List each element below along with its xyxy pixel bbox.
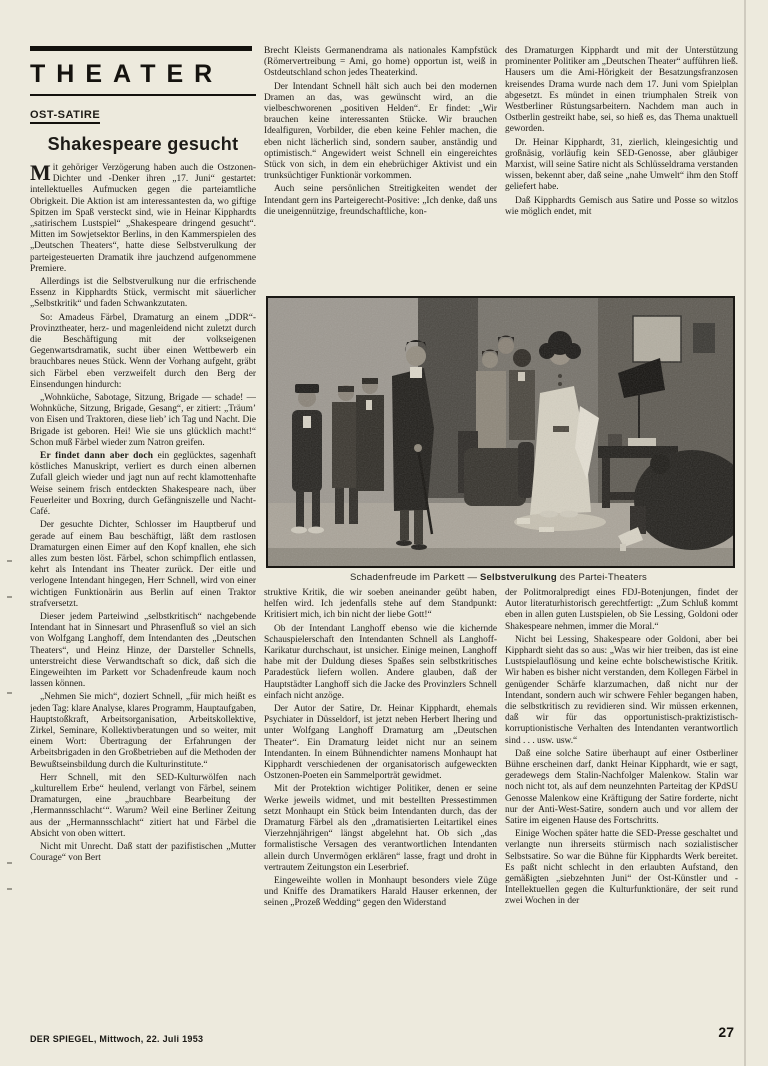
caption-bold-word: Selbstverulkung (480, 572, 557, 583)
drop-cap: M (30, 163, 51, 185)
body-paragraph: Nicht bei Lessing, Shakespeare oder Goldoni, aber bei Kipphardt sieht das so aus: „Was wir hier treiben, das ist eine Lustspielauflösung und keine echte bolschewistische Kritik. Wir haben es bisher nicht verstanden, dem Kollegen Färbel in genügender Schärfe klarzumachen, daß nicht nur der Intendant, sondern auch wir schwere Fehler begangen haben, die selbstkritisch zu revidieren sind. Wir müssen erkennen, daß wir für das opportunistisch-praktizistisch-korruptionistische Verhalten des Intendanten verantwortlich sind . . . usw. usw.“ (505, 634, 738, 746)
body-paragraph: Allerdings ist die Selbstverulkung nur die erfrischende Essenz in Kipphardts Stück, vermischt mit säuerlicher „Selbstkritik“ und faden Schwankzutaten. (30, 277, 256, 310)
body-paragraph: Nicht mit Unrecht. Daß statt der pazifistischen „Mutter Courage“ von Bert (30, 841, 256, 864)
body-paragraph: Er findet dann aber doch ein geglücktes, sagenhaft köstliches Manuskript, verliert es durch einen albernen Zufall gleich wieder und jagt nun auf recht klamottenhafte Weise seinem frisch entdeckten Shakespeare nach, über Feuerleiter und Boxring, durch Gefängniszelle und Nacht-Café. (30, 451, 256, 518)
stage-photo-illustration (266, 296, 735, 568)
print-artifact (7, 692, 12, 694)
page-footer (30, 1024, 740, 1047)
footer-issue-line: DER SPIEGEL, Mittwoch, 22. Juli 1953 (30, 1034, 204, 1044)
column-1 (30, 46, 256, 1026)
body-paragraph: des Dramaturgen Kipphardt und mit der Unterstützung prominenter Politiker am „Deutschen Theater“ aufführen ließ. Hausers um die Ami-Hörigkeit der Besatzungsfranzosen kreisendes Drama wurde nach dem 17. Juni vom Spielplan abgesetzt. Es mündet in einen triumphalen Streik von Westberliner Rüstungsarbeitern. Nachdem man auch in Ostberlin gestreikt habe, sei, so hieß es, das Thema unaktuell geworden. (505, 46, 738, 135)
body-paragraph: Dr. Heinar Kipphardt, 31, zierlich, kleingesichtig und großnäsig, vorläufig kein SED-Genosse, aber gläubiger Marxist, will seine Satire nicht als Schlüsseldrama verstanden wissen, bekennt aber, daß seine „nahe Umwelt“ ihm den Stoff geliefert habe. (505, 137, 738, 193)
page-number: 27 (718, 1024, 734, 1040)
section-header (30, 46, 256, 155)
body-paragraph: So: Amadeus Färbel, Dramaturg an einem „DDR“-Provinztheater, herz- und magenleidend nicht zuletzt durch die Beschäftigung mit der volkseigenen Gegenwartsdramatik, sucht über einen Wettbewerb ein brauchbares neues Stück. Wenn der Vorhang aufgeht, gräbt sich Färbel eben verzweifelt durch den Berg der Einsendungen hindurch: (30, 312, 256, 390)
article-text-column-3-top (505, 46, 738, 294)
article-headline: Shakespeare gesucht (47, 134, 239, 154)
body-paragraph: Herr Schnell, mit den SED-Kulturwölfen nach „kulturellem Erbe“ heulend, verlangt von Färbel, seinem Dramaturgen, eine „brauchbare Bearbeitung der ‚Hermannsschlacht‘“. Warum? Weil eine Berliner Zeitung aus der „Hermannsschlacht“ zitiert hat und Färbel die Absicht von oben wittert. (30, 772, 256, 839)
body-paragraph: „Nehmen Sie mich“, doziert Schnell, „für mich heißt es jeden Tag: klare Analyse, klares Programm, Hauptaufgaben, Hauptstoßkraft, Arbeitsorganisation, Arbeitskollektive, Zirkel, Seminare, Kollektivberatungen und so weiter, mit einem Wort: Übertragung der Erfahrungen der Arbeitsbrigaden in den Großbetrieben auf die Methoden der Bewußtseinsbildung durch die Kulturinstitute.“ (30, 692, 256, 770)
print-artifact (7, 862, 12, 864)
photo-caption (266, 572, 731, 583)
section-title: THEATER (30, 60, 224, 88)
body-paragraph: „Wohnküche, Sabotage, Sitzung, Brigade — schade! — Wohnküche, Sitzung, Brigade, Gesang“, er zitiert: „Träum’ von Eisen und Traktoren, diese lieb’ ich Tag und Nacht. Die Brigade ist geboren. Hei! Wie sie uns glücklich macht!“ Schon muß Färbel wieder zum Natron greifen. (30, 393, 256, 448)
right-top-text (264, 46, 738, 294)
page-content (30, 46, 738, 1026)
rubric-label: OST-SATIRE (30, 109, 100, 124)
article-text-column-2-bottom (264, 588, 497, 1026)
section-rule-thick (30, 46, 252, 51)
article-text-column-3-bottom (505, 588, 738, 1026)
bold-lead-in: Er findet dann aber doch (40, 451, 158, 462)
body-paragraph: Auch seine persönlichen Streitigkeiten wendet der Intendant gern ins Parteigerecht-Positive: „Ich denke, daß uns die uneigennützige, freundschaftliche, kon- (264, 184, 497, 217)
body-paragraph: Dieser jedem Parteiwind „selbstkritisch“ nachgebende Intendant hat in Sinnesart und Phrasenfluß so viel an sich von Wolfgang Langhoff, dem Intendanten des „Deutschen Theaters“, und Heinz Hinze, der Darsteller Schnells, unterstreicht diese Verwandtschaft so dick, daß sich die Eingeweihten im Parkett vor Schadenfreude kaum noch lassen können. (30, 611, 256, 690)
print-artifact (7, 888, 12, 890)
stage-photo (266, 296, 731, 583)
body-paragraph: Einige Wochen später hatte die SED-Presse geschaltet und verlangte nun ihrerseits stürmisch nach sozialistischer Selbstsatire. So war die Bühne für Kipphardts Werk bereitet. Es paßt nicht schlecht in den erlaubten Aufstand, den gemäßigten „siebzehnten Juni“ der Ost-Künstler und -Intellektuellen gegen die Kulturfunktionäre, der seit rund zwei Wochen in der (505, 829, 738, 907)
right-bottom-text (264, 588, 738, 1026)
body-paragraph: Der Autor der Satire, Dr. Heinar Kipphardt, ehemals Psychiater in Düsseldorf, ist jetzt neben Herbert Ihering und unter Wolfgang Langhoff Dramaturg am „Deutschen Theater“. Ein Dramaturg leidet nicht nur an seinem Intendanten. In einem Bühnendichter namens Monhaupt hat Kipphardt verschiedenen der organisatorisch aufgeweckten Ostzonen-Poeten ein Sammelporträt gewidmet. (264, 704, 497, 782)
article-text-column-1 (30, 163, 256, 864)
body-paragraph: Eingeweihte wollen in Monhaupt besonders viele Züge und Kniffe des Dramatikers Harald Hauser erkennen, der seinen „Prozeß Wedding“ gegen den Widerstand (264, 876, 497, 909)
body-paragraph: Daß Kipphardts Gemisch aus Satire und Posse so witzlos wie möglich endet, mit (505, 195, 738, 217)
article-text-column-2-top (264, 46, 497, 294)
body-paragraph: der Politmoralpredigt eines FDJ-Botenjungen, findet der Autor literaturhistorisch gerechtfertigt: „Zum Schluß kommt eben in allen guten Lustspielen, ob Sie Lessing, Goldoni oder Shakespeare nehmen, immer die Moral.“ (505, 588, 738, 632)
body-paragraph: Mit der Protektion wichtiger Politiker, denen er seine Werke jeweils widmet, und mit bestellten Pressestimmen setzt Monhaupt ein Stück beim Intendanten durch, das der Dramaturg Färbel als den „dramatisierten Leitartikel eines Vierzehnjährigen“ längst abgelehnt hat. Ob sich „das formalistische Versagen des verantwortlichen Intendanten allein durch Unvermögen erklären“ lasse, fragt und droht in vertrautem Zeitungston ein Leserbrief. (264, 784, 497, 873)
caption-text-tail: des Partei-Theaters (556, 572, 648, 583)
body-paragraph: Brecht Kleists Germanendrama als nationales Kampfstück (Römervertreibung = Ami, go home) opportun ist, weiß in Ostdeutschland schon jedes Theaterkind. (264, 46, 497, 79)
body-paragraph: Daß eine solche Satire überhaupt auf einer Ostberliner Bühne erscheinen darf, dankt Heinar Kipphardt, wie er sagt, geradewegs dem Stalin-Nachfolger Malenkow. Stalin war noch nicht tot, als auf dem neunzehnten Parteitag der KPdSU Genosse Malenkow eine Kräftigung der Satire forderte, nicht nur der Anti-West-Satire, sondern auch und vor allem der Satire im eigenen Hause des Fortschritts. (505, 748, 738, 827)
body-paragraph: struktive Kritik, die wir soeben aneinander geübt haben, helfen wird. Ich jedenfalls stehe auf dem Standpunkt: Kritisiert mich, ich bin nicht der liebe Gott!“ (264, 588, 497, 621)
body-paragraph: Der Intendant Schnell hält sich auch bei den modernen Dramen an das, was gewünscht wird, an die vielbeschworenen „positiven Helden“. Er findet: „Wir brauchen keine interessanten Stücke. Wir brauchen Idealfiguren, Vorbilder, die eben keine Fehler machen, die eben nicht lächerlich sind, sondern sauber, anständig und optimistisch.“ Angewidert weist Schnell ein eingereichtes Stück von sich, in dem ein ehebrüchiger Aktivist und ein trunksüchtiger Funktionär vorkommen. (264, 81, 497, 182)
body-paragraph: Mit gehöriger Verzögerung haben auch die Ostzonen-Dichter und -Denker ihren „17. Juni“ gestartet: intellektuelles Aufmucken gegen die parteiamtliche Obrigkeit. Die Aktion ist am interessantesten da, wo giftige Spitzen im Spaß versteckt sind, wie in Heinar Kipphardts „satirischem Lustspiel“ „Shakespeare dringend gesucht“. Mitten im Sowjetsektor Berlins, in den Kammerspielen des „Deutschen Theaters“, hatte diese Selbstverulkung der parteigesteuerten Dramatik ihre jauchzend aufgenommene Premiere. (30, 163, 256, 274)
body-paragraph: Der gesuchte Dichter, Schlosser im Hauptberuf und gerade auf einem Bau beschäftigt, läßt dem rastlosen Dramaturgen einen Eimer auf den Kopf knallen, ehe sich alles zum besten löst. Färbel, schon schimpflich entlassen, kehrt als Intendant ins Theater zurück. Der eitle und verlogene Intendant hingegen, Herr Schnell, wird von einer wichtigen Funktionärin aus Berlin auf einen Traktor strafversetzt. (30, 520, 256, 609)
body-paragraph: Ob der Intendant Langhoff ebenso wie die kichernde Schauspielerschaft den Intendanten Schnell als Langhoff-Karikatur durchschaut, ist unsicher. Einige meinen, Langhoff habe mit der Duldung dieses Spaßes sein selbstkritisches Paradestück liefern wollen. Andere glauben, daß der Hauptstädter Langhoff sich die Jacke des Provinzlers Schnell einfach nicht anzöge. (264, 623, 497, 701)
print-artifact (7, 596, 12, 598)
right-area (264, 46, 738, 1026)
print-artifact (7, 560, 12, 562)
scan-edge-artifact (744, 0, 746, 1066)
caption-text: Schadenfreude im Parkett — (349, 572, 481, 583)
